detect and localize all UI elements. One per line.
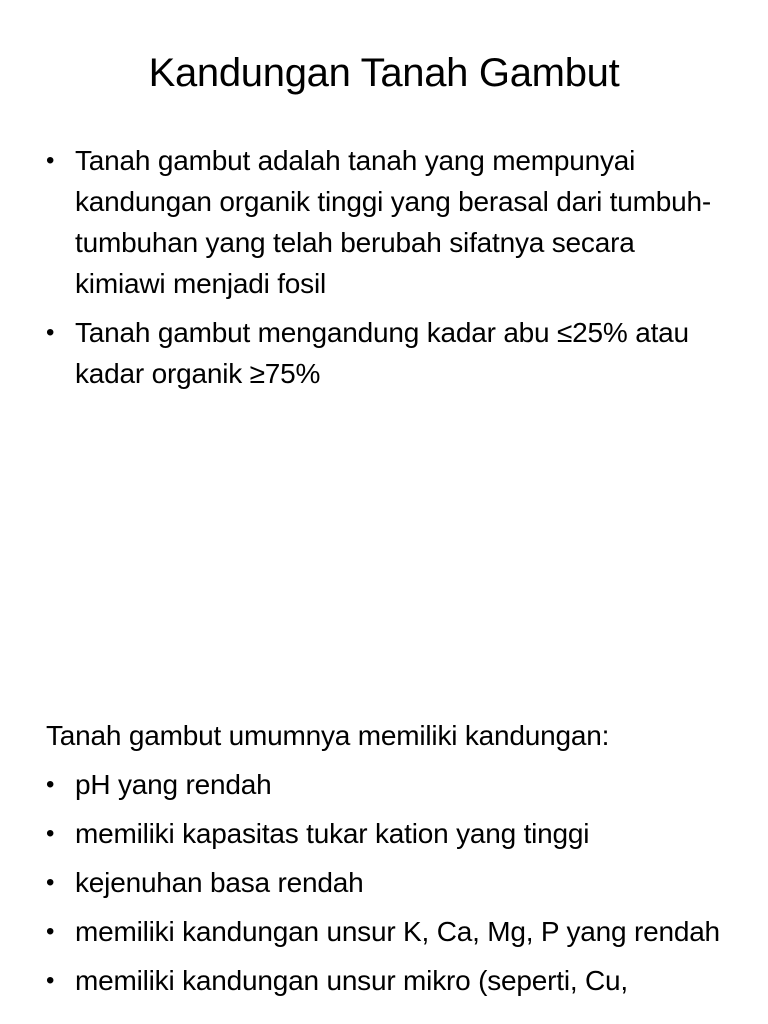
slide-title: Kandungan Tanah Gambut xyxy=(148,51,620,95)
content-list xyxy=(46,764,726,1009)
list-item-text: pH yang rendah xyxy=(75,769,272,800)
definition-list xyxy=(46,140,726,402)
list-item-text: memiliki kapasitas tukar kation yang tinggi xyxy=(75,818,590,849)
content-intro: Tanah gambut umumnya memiliki kandungan: xyxy=(46,720,610,751)
list-item xyxy=(46,764,726,805)
list-item-text: memiliki kandungan unsur mikro (seperti, Cu, xyxy=(75,965,628,996)
list-item xyxy=(46,140,726,304)
list-item-text: memiliki kandungan unsur K, Ca, Mg, P yang rendah xyxy=(75,916,720,947)
list-item xyxy=(46,312,726,394)
bullet-icon: • xyxy=(46,147,55,174)
bullet-icon: • xyxy=(46,918,55,945)
bullet-icon: • xyxy=(46,319,55,346)
list-item xyxy=(46,960,726,1001)
bullet-icon: • xyxy=(46,869,55,896)
list-item xyxy=(46,813,726,854)
bullet-icon: • xyxy=(46,820,55,847)
list-item-text: Tanah gambut adalah tanah yang mempunyai kandungan organik tinggi yang berasal dari tumbuh-tumbuhan yang telah berubah sifatnya secara kimiawi menjadi fosil xyxy=(75,145,711,299)
list-item xyxy=(46,911,726,952)
list-item-text: Tanah gambut mengandung kadar abu ≤25% atau kadar organik ≥75% xyxy=(75,317,689,389)
list-item xyxy=(46,862,726,903)
bullet-icon: • xyxy=(46,967,55,994)
bullet-icon: • xyxy=(46,771,55,798)
list-item-text: kejenuhan basa rendah xyxy=(75,867,364,898)
